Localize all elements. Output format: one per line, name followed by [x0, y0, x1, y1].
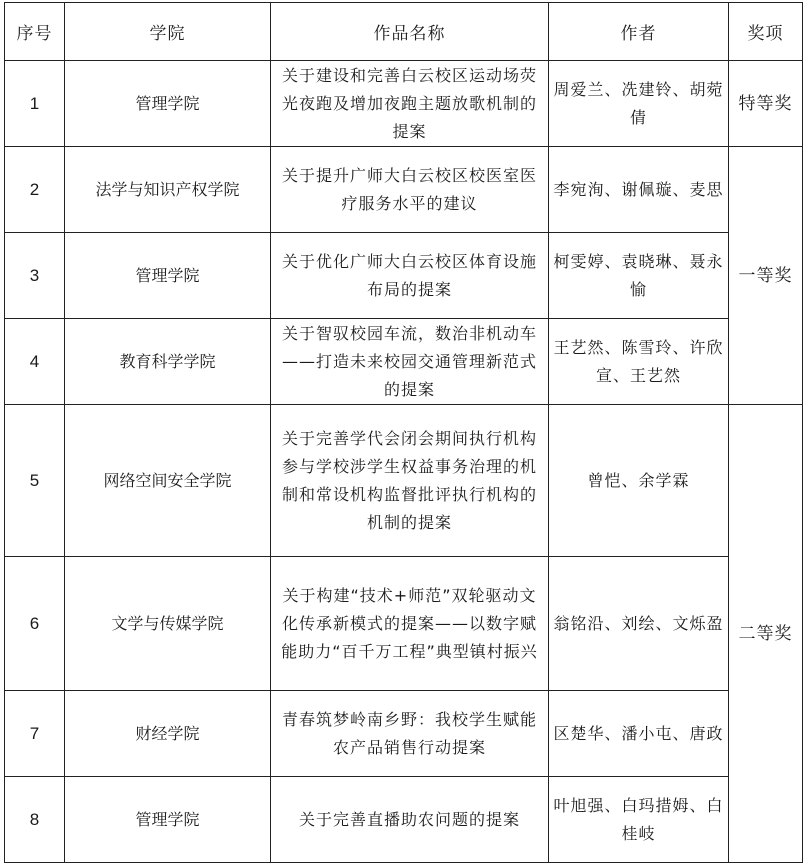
row-college: 财经学院 — [65, 691, 271, 777]
header-index: 序号 — [5, 3, 65, 61]
row-title: 关于优化广师大白云校区体育设施布局的提案 — [271, 233, 549, 319]
row-college: 网络空间安全学院 — [65, 405, 271, 557]
table-row — [5, 233, 803, 319]
header-college: 学院 — [65, 3, 271, 61]
row-college: 管理学院 — [65, 233, 271, 319]
header-row — [5, 3, 803, 61]
awards-table — [4, 2, 803, 863]
row-index: 6 — [5, 557, 65, 691]
row-authors: 叶旭强、白玛措姆、白桂岐 — [549, 777, 729, 863]
row-index: 3 — [5, 233, 65, 319]
prize-second: 二等奖 — [729, 405, 803, 863]
row-title: 关于完善直播助农问题的提案 — [271, 777, 549, 863]
header-authors: 作者 — [549, 3, 729, 61]
row-authors: 柯雯婷、袁晓琳、聂永愉 — [549, 233, 729, 319]
table-row — [5, 777, 803, 863]
table-row — [5, 319, 803, 405]
row-title: 关于智驭校园车流，数治非机动车——打造未来校园交通管理新范式的提案 — [271, 319, 549, 405]
header-prize: 奖项 — [729, 3, 803, 61]
row-index: 7 — [5, 691, 65, 777]
table-row — [5, 61, 803, 147]
table-row — [5, 557, 803, 691]
row-title: 青春筑梦岭南乡野：我校学生赋能农产品销售行动提案 — [271, 691, 549, 777]
row-authors: 曾恺、余学霖 — [549, 405, 729, 557]
row-index: 5 — [5, 405, 65, 557]
row-authors: 李宛洵、谢佩璇、麦思 — [549, 147, 729, 233]
row-authors: 王艺然、陈雪玲、许欣宣、王艺然 — [549, 319, 729, 405]
row-authors: 区楚华、潘小屯、唐政 — [549, 691, 729, 777]
row-authors: 周爱兰、冼建铃、胡菀倩 — [549, 61, 729, 147]
row-college: 管理学院 — [65, 777, 271, 863]
row-authors: 翁铭沿、刘绘、文烁盈 — [549, 557, 729, 691]
row-title: 关于完善学代会闭会期间执行机构参与学校涉学生权益事务治理的机制和常设机构监督批评执行机构的机制的提案 — [271, 405, 549, 557]
prize-first: 一等奖 — [729, 147, 803, 405]
table-row — [5, 147, 803, 233]
table-row — [5, 405, 803, 557]
row-title: 关于构建“技术+师范”双轮驱动文化传承新模式的提案——以数字赋能助力“百千万工程”典型镇村振兴 — [271, 557, 549, 691]
row-index: 2 — [5, 147, 65, 233]
header-title: 作品名称 — [271, 3, 549, 61]
row-index: 8 — [5, 777, 65, 863]
row-college: 文学与传媒学院 — [65, 557, 271, 691]
row-title: 关于建设和完善白云校区运动场荧光夜跑及增加夜跑主题放歌机制的提案 — [271, 61, 549, 147]
row-index: 1 — [5, 61, 65, 147]
prize-special: 特等奖 — [729, 61, 803, 147]
row-college: 法学与知识产权学院 — [65, 147, 271, 233]
table-row — [5, 691, 803, 777]
row-index: 4 — [5, 319, 65, 405]
row-college: 管理学院 — [65, 61, 271, 147]
row-college: 教育科学学院 — [65, 319, 271, 405]
row-title: 关于提升广师大白云校区校医室医疗服务水平的建议 — [271, 147, 549, 233]
